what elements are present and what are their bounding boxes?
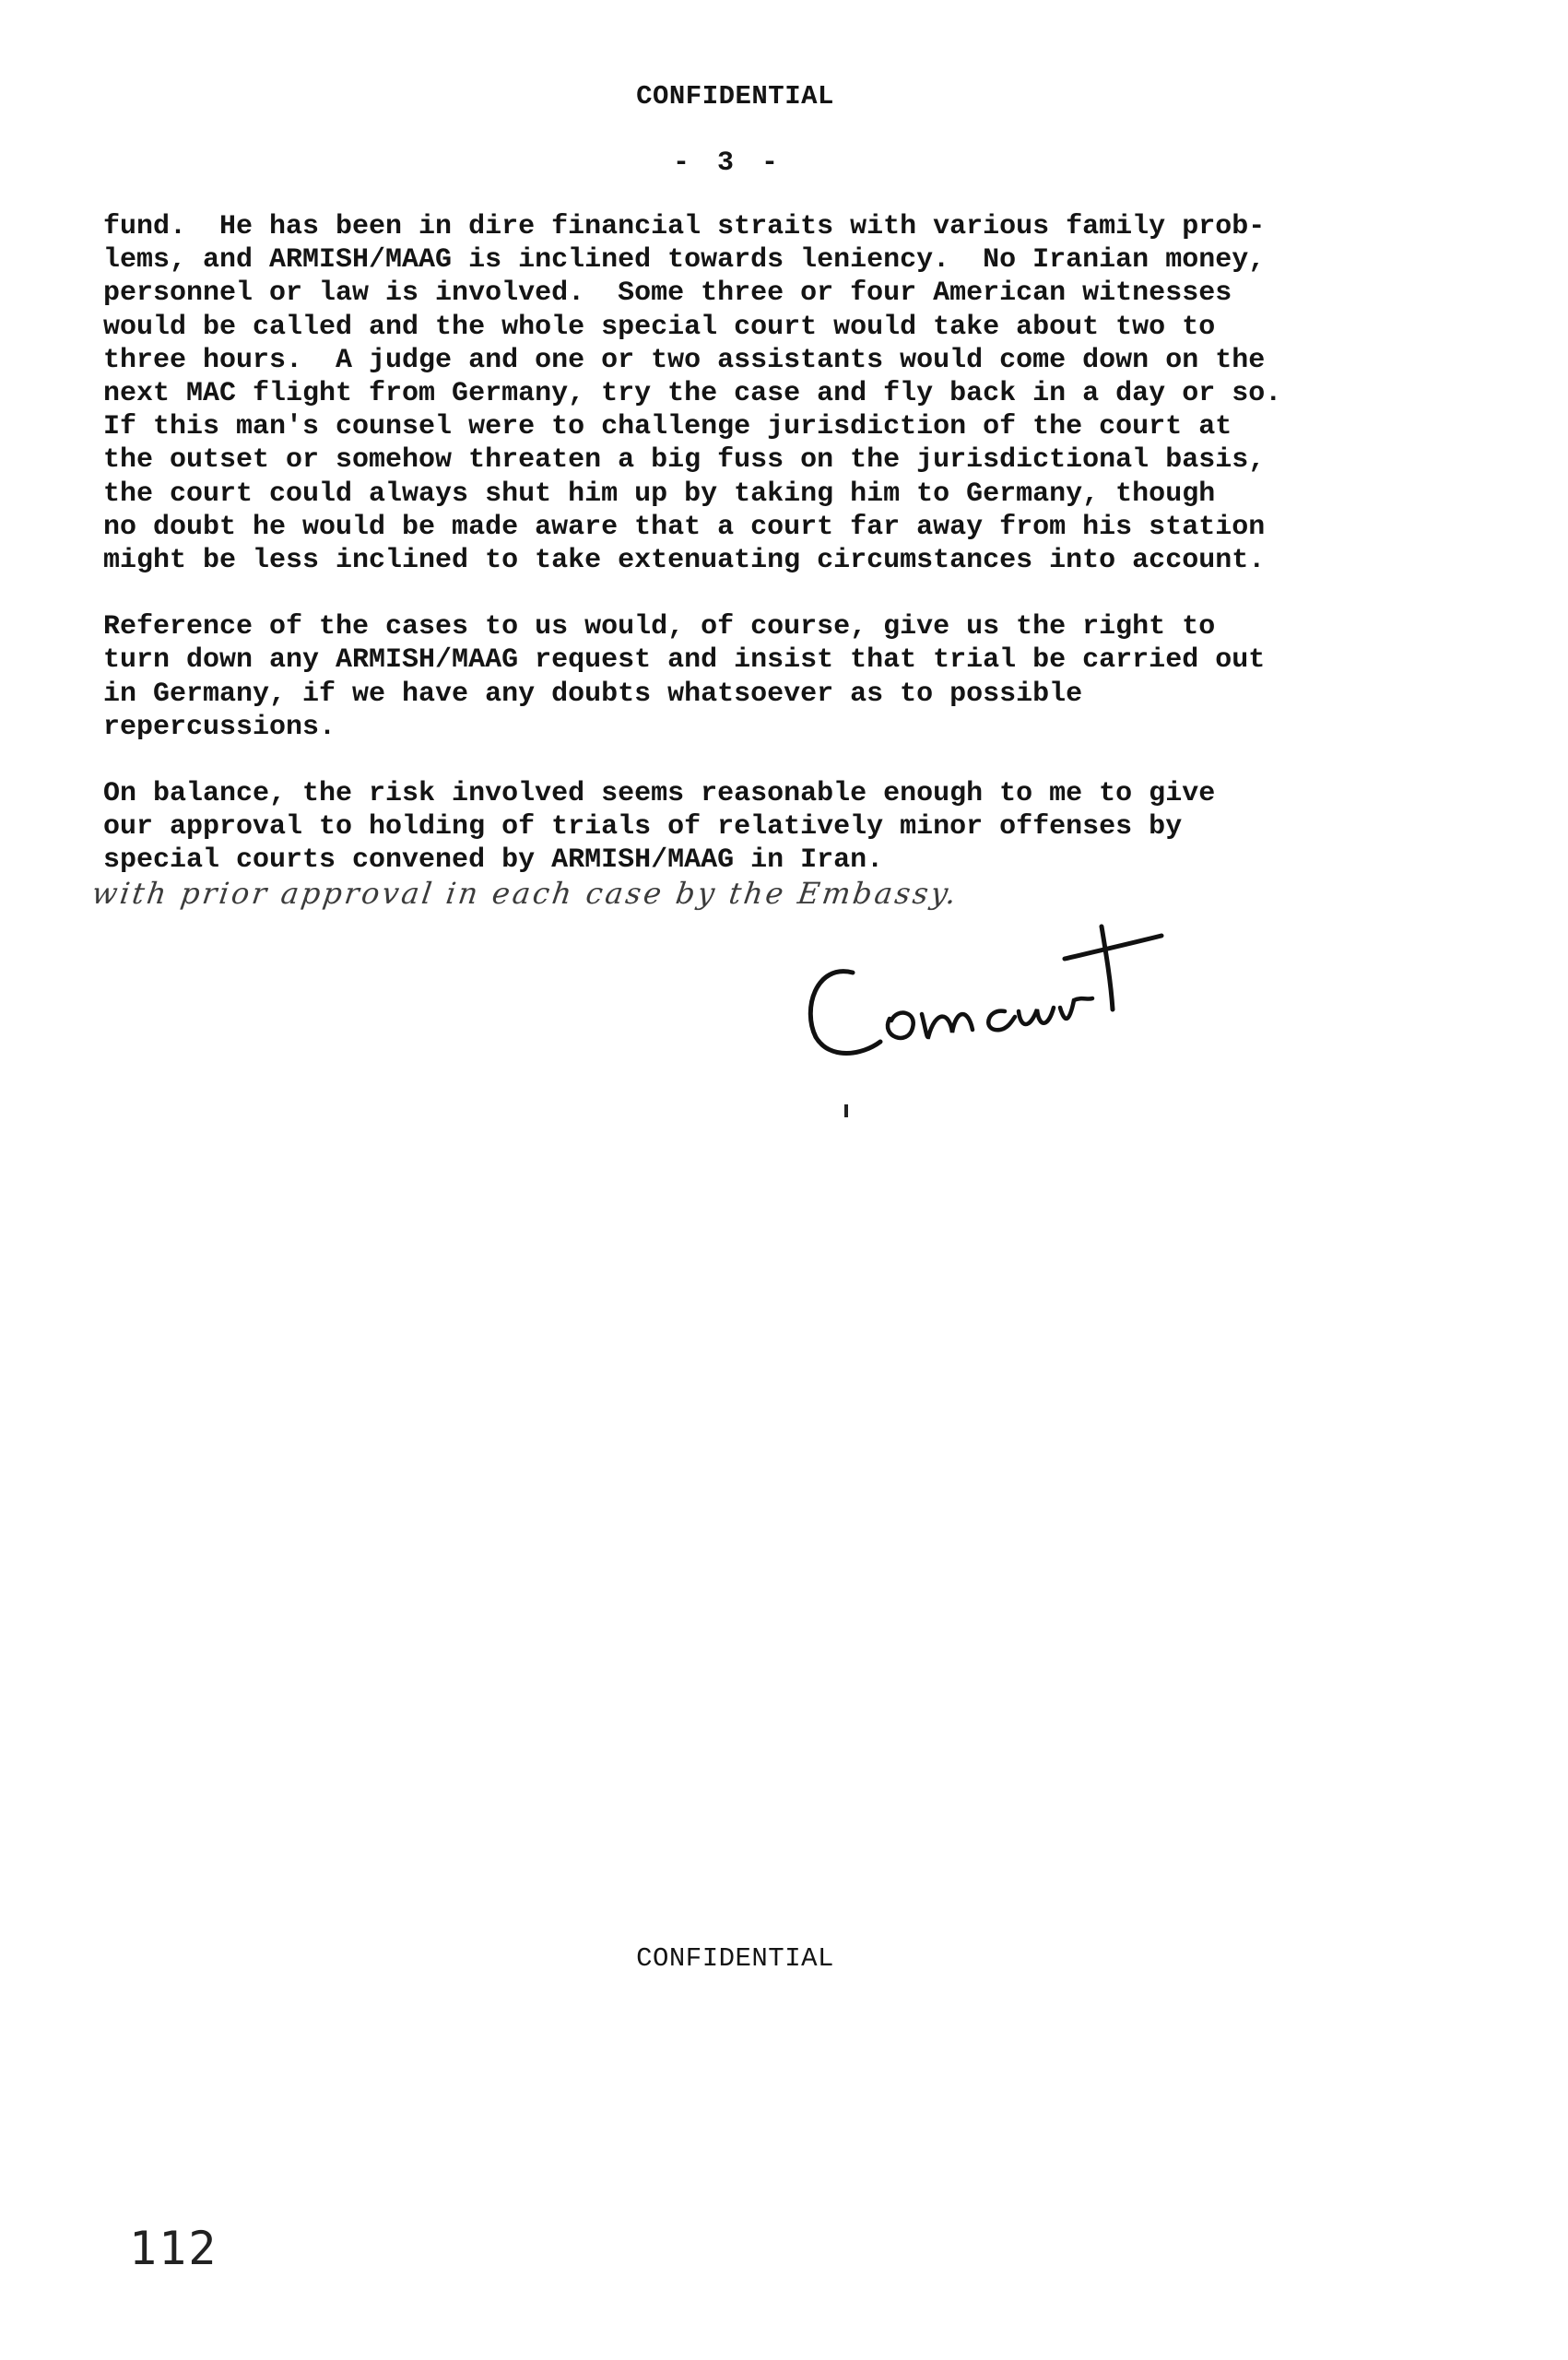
text-line: the outset or somehow threaten a big fuss on the jurisdictional basis, bbox=[103, 444, 1266, 477]
text-line: turn down any ARMISH/MAAG request and insist that trial be carried out bbox=[103, 644, 1266, 677]
concur-signature bbox=[788, 908, 1212, 1092]
text-line: in Germany, if we have any doubts whatsoever as to possible bbox=[103, 678, 1083, 710]
text-line: fund. He has been in dire financial straits with various family prob- bbox=[103, 211, 1266, 242]
text-line: repercussions. bbox=[103, 711, 336, 743]
memo-body bbox=[103, 210, 1394, 911]
text-line: the court could always shut him up by taking him to Germany, though bbox=[103, 478, 1216, 510]
text-line: no doubt he would be made aware that a court far away from his station bbox=[103, 511, 1266, 543]
text-line: would be called and the whole special court would take about two to bbox=[103, 311, 1216, 343]
text-line: next MAC flight from Germany, try the case and fly back in a day or so. bbox=[103, 378, 1282, 410]
handwritten-annotation: with prior approval in each case by the Embassy. bbox=[89, 876, 961, 911]
classification-header: CONFIDENTIAL bbox=[636, 81, 834, 112]
stray-pen-mark bbox=[844, 1104, 848, 1117]
page-number: - 3 - bbox=[672, 148, 784, 179]
paragraph-1 bbox=[103, 210, 1394, 577]
paragraph-3 bbox=[103, 777, 1394, 878]
text-line: our approval to holding of trials of relatively minor offenses by bbox=[103, 811, 1183, 844]
text-line: might be less inclined to take extenuating circumstances into account. bbox=[103, 545, 1266, 577]
classification-footer: CONFIDENTIAL bbox=[636, 1943, 834, 1974]
text-line: If this man's counsel were to challenge jurisdiction of the court at bbox=[103, 411, 1232, 443]
text-line: three hours. A judge and one or two assistants would come down on the bbox=[103, 344, 1266, 376]
text-line: Reference of the cases to us would, of course, give us the right to bbox=[103, 611, 1216, 643]
paragraph-2 bbox=[103, 610, 1394, 744]
text-line: lems, and ARMISH/MAAG is inclined towards leniency. No Iranian money, bbox=[103, 244, 1266, 277]
archive-page-number: 112 bbox=[129, 2222, 218, 2275]
text-line: special courts convened by ARMISH/MAAG in Iran. bbox=[103, 844, 884, 877]
text-line: personnel or law is involved. Some three or four American witnesses bbox=[103, 277, 1232, 310]
text-line: On balance, the risk involved seems reasonable enough to me to give bbox=[103, 778, 1216, 810]
